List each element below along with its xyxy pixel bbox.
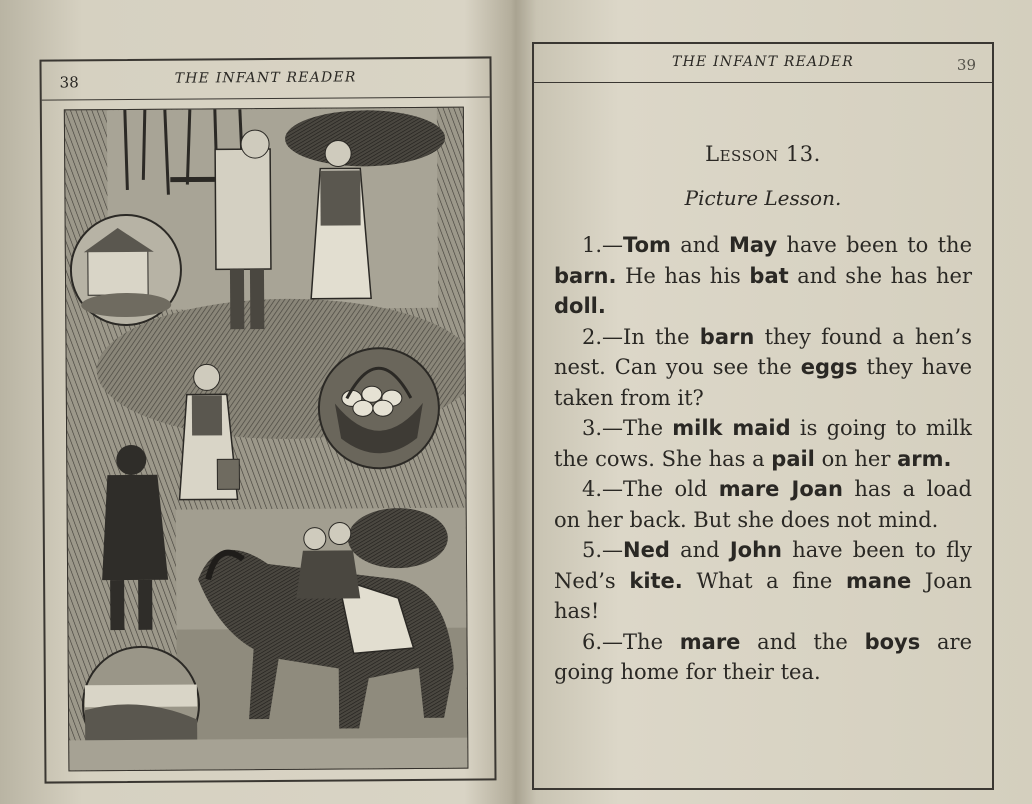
paragraph-text: 4.—The old <box>582 477 719 501</box>
vocabulary-word: pail <box>771 446 815 471</box>
vocabulary-word: kite. <box>629 568 683 593</box>
running-title-right: THE INFANT READER <box>672 54 854 70</box>
paragraph-text: and <box>670 233 730 257</box>
paragraph-text: 5.— <box>582 538 624 562</box>
page-number-right: 39 <box>956 56 976 74</box>
page-number-left: 38 <box>59 73 79 92</box>
lesson-paragraph <box>554 535 972 627</box>
lesson-paragraph <box>554 230 972 322</box>
vocabulary-word: John <box>729 538 782 562</box>
paragraph-text: they found a hen’s nest. Can you see the <box>554 324 972 379</box>
paragraph-text: 1.— <box>582 233 624 257</box>
left-page-frame <box>39 56 496 783</box>
lesson-title <box>534 142 992 166</box>
paragraph-text: 3.—The <box>582 416 673 440</box>
vocabulary-word: boys <box>864 629 921 654</box>
lesson-subtitle: Picture Lesson. <box>684 186 842 210</box>
vocabulary-word: Ned <box>623 538 670 562</box>
vocabulary-word: bat <box>749 263 789 288</box>
paragraph-text: 6.—The <box>582 629 680 654</box>
right-page <box>510 0 1032 804</box>
paragraph-text: have been to fly Ned’s <box>554 538 972 593</box>
running-title-left: THE INFANT READER <box>174 69 357 87</box>
left-page-header <box>41 58 489 100</box>
paragraph-text: is going to milk the cows. She has a <box>554 416 972 471</box>
lesson-paragraph <box>554 413 972 474</box>
right-page-frame <box>532 42 994 790</box>
lesson-title-text: Lesson 13. <box>705 142 821 166</box>
vocabulary-word: eggs <box>800 355 858 379</box>
paragraph-text: and the <box>740 629 865 654</box>
vocabulary-word: mare <box>679 629 741 654</box>
paragraph-text: has a load on her back. But she does not mind. <box>554 477 973 532</box>
paragraph-text: on her <box>814 446 898 471</box>
paragraph-text: are going home for their tea. <box>554 629 972 684</box>
paragraph-text: 2.—In the <box>582 324 700 349</box>
vocabulary-word: arm. <box>897 446 952 471</box>
vocabulary-word: barn <box>699 324 755 349</box>
vocabulary-word: May <box>729 233 778 257</box>
lesson-paragraph <box>554 627 972 688</box>
vocabulary-word: doll. <box>554 294 606 318</box>
engraving-illustration <box>64 107 469 772</box>
lesson-body <box>554 230 972 688</box>
left-page <box>0 0 503 804</box>
vocabulary-word: Tom <box>623 233 671 257</box>
lesson-paragraph <box>554 322 972 414</box>
vocabulary-word: barn. <box>554 263 617 288</box>
vocabulary-word: milk maid <box>672 416 791 440</box>
paragraph-text: He has his <box>616 263 750 288</box>
paragraph-text: they have taken from it? <box>554 355 973 410</box>
vocabulary-word: mare Joan <box>718 477 843 501</box>
paragraph-text: have been to the <box>777 233 972 257</box>
engraving-drawing <box>65 108 468 771</box>
paragraph-text: and she has her <box>788 263 972 288</box>
right-page-header <box>534 44 992 83</box>
lesson-paragraph <box>554 474 972 535</box>
paragraph-text: What a fine <box>682 568 846 593</box>
paragraph-text: and <box>669 538 730 562</box>
vocabulary-word: mane <box>845 568 912 593</box>
paragraph-text: Joan has! <box>554 568 972 623</box>
